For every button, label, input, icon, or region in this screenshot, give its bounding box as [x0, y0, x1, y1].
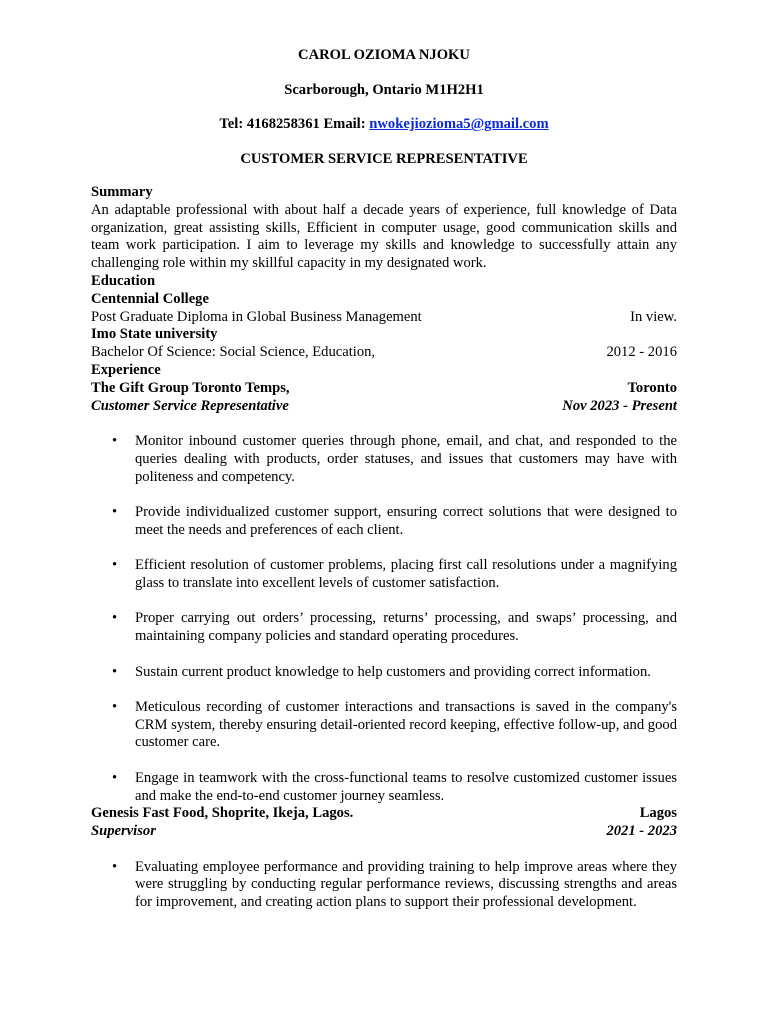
list-item: • Meticulous recording of customer interactions and transactions is saved in the company's CRM system, thereby ensuring detail-oriented record keeping, effective follow-up, and good customer care. — [112, 698, 677, 751]
program-name: Bachelor Of Science: Social Science, Education, — [91, 344, 376, 361]
job-duties-list — [91, 859, 677, 912]
program-name: Post Graduate Diploma in Global Business Management — [91, 308, 422, 325]
bullet-icon: • — [112, 557, 118, 574]
bullet-icon: • — [112, 698, 118, 715]
list-item: • Engage in teamwork with the cross-functional teams to resolve customized customer issues and make the end-to-end customer journey seamless. — [112, 769, 677, 804]
job-location: Lagos — [639, 805, 677, 822]
list-item: • Efficient resolution of customer problems, placing first call resolutions under a magnifying glass to translate into excellent levels of customer satisfaction. — [112, 557, 677, 591]
job-company-row — [91, 380, 677, 398]
resume-body — [91, 184, 677, 930]
list-item: • Evaluating employee performance and providing training to help improve areas where they were struggling by conducting regular performance reviews, discussing strengths and areas for improvement, and creating action plans to support their professional development. — [112, 858, 677, 911]
job-title-row — [91, 823, 677, 841]
bullet-icon: • — [112, 858, 118, 875]
email-link[interactable]: nwokejiozioma5@gmail.com — [369, 116, 549, 132]
list-item: • Monitor inbound customer queries through phone, email, and chat, and responded to the queries dealing with products, order statuses, and issues that customers may have with politeness and competency. — [112, 432, 677, 485]
job-period: 2021 - 2023 — [606, 823, 677, 840]
job-title: Customer Service Representative — [91, 397, 289, 414]
bullet-icon: • — [112, 432, 118, 449]
education-heading: Education — [91, 272, 156, 289]
experience-heading: Experience — [91, 361, 161, 378]
job-company-row — [91, 805, 677, 823]
program-period: 2012 - 2016 — [606, 344, 677, 361]
contact-phone: Tel: 4168258361 Email: — [219, 116, 370, 132]
job-title-row — [91, 398, 677, 416]
job-period: Nov 2023 - Present — [562, 397, 677, 414]
bullet-icon: • — [112, 610, 118, 627]
summary-text: An adaptable professional with about half a decade years of experience, full knowledge of Data organization, great assisting skills, Efficient in computer usage, good communication skills and team work participation. I aim to leverage my skills and knowledge to successfully attain any challenging role within my skillful capacity in my designated work. — [91, 201, 677, 272]
list-item: • Provide individualized customer support, ensuring correct solutions that were designed to meet the needs and preferences of each client. — [112, 503, 677, 538]
bullet-icon: • — [112, 769, 118, 786]
job-company: The Gift Group Toronto Temps, — [91, 379, 290, 396]
job-duties-list — [91, 433, 677, 806]
summary-heading: Summary — [91, 184, 153, 200]
school-name: Centennial College — [91, 290, 209, 307]
target-role: CUSTOMER SERVICE REPRESENTATIVE — [240, 151, 528, 167]
education-row — [91, 309, 677, 327]
education-row — [91, 344, 677, 362]
contact-line — [0, 116, 768, 134]
job-company: Genesis Fast Food, Shoprite, Ikeja, Lagos. — [91, 805, 354, 822]
program-period: In view. — [630, 308, 677, 325]
school-name: Imo State university — [91, 326, 218, 343]
list-item: • Sustain current product knowledge to help customers and providing correct information. — [112, 663, 651, 680]
candidate-address: Scarborough, Ontario M1H2H1 — [284, 82, 484, 98]
job-location: Toronto — [627, 379, 677, 396]
candidate-name: CAROL OZIOMA NJOKU — [298, 47, 470, 63]
job-title: Supervisor — [91, 823, 156, 840]
list-item: • Proper carrying out orders’ processing, returns’ processing, and swaps’ processing, and maintaining company policies and standard operating procedures. — [112, 610, 677, 645]
bullet-icon: • — [112, 663, 118, 680]
bullet-icon: • — [112, 503, 118, 520]
